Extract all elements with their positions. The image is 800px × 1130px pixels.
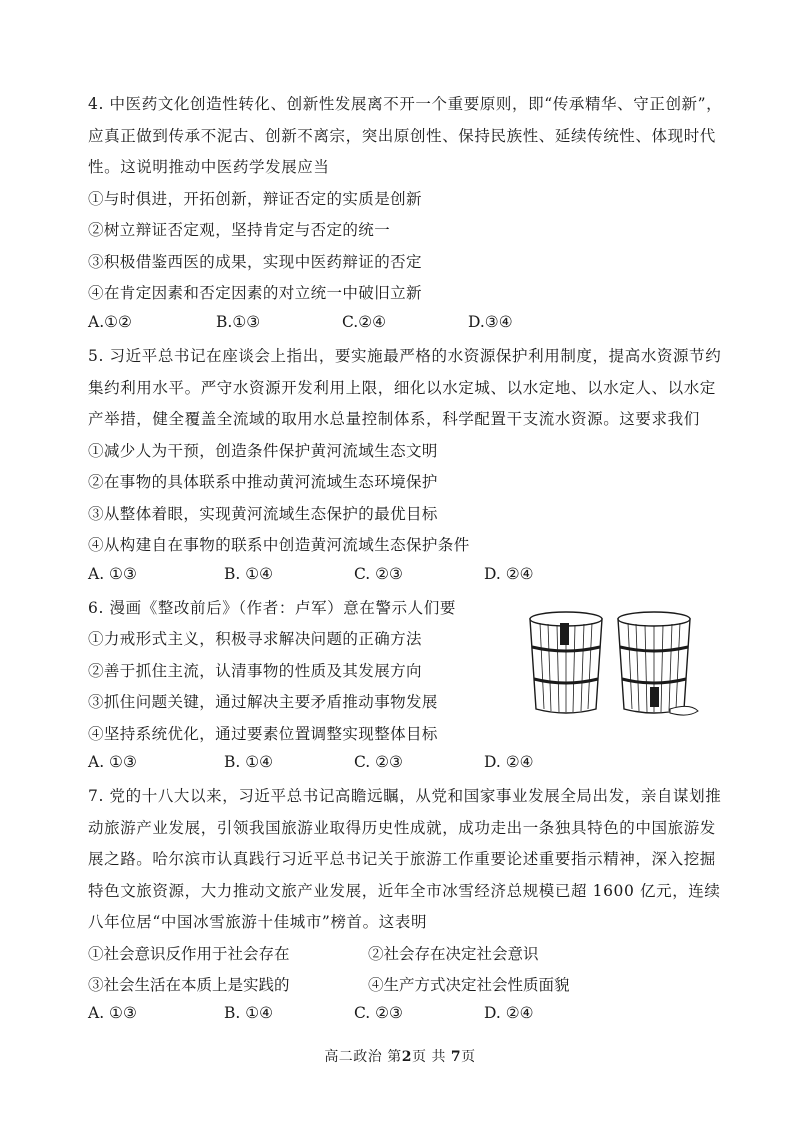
q4-option-b: B.①③ [216, 313, 261, 331]
q4-option-d: D.③④ [468, 313, 513, 331]
q6-item-2: ②善于抓住主流，认清事物的性质及其发展方向 [88, 662, 422, 680]
q7-stem-line-1: 7. 党的十八大以来，习近平总书记高瞻远瞩，从党和国家事业发展全局出发，亲自谋划推 [88, 787, 722, 805]
q7-stem-line-5: 八年位居“中国冰雪旅游十佳城市”榜首。这表明 [88, 913, 428, 931]
q7-stem-line-3: 展之路。哈尔滨市认真践行习近平总书记关于旅游工作重要论述重要指示精神，深入挖掘 [88, 850, 716, 868]
q4-stem-line-1: 4. 中医药文化创造性转化、创新性发展离不开一个重要原则，即“传承精华、守正创新”， [88, 95, 723, 113]
q6-option-a: A. ①③ [88, 753, 137, 771]
q7-item-1: ①社会意识反作用于社会存在 [88, 945, 290, 963]
footer-total-pages: 7 [450, 1049, 462, 1065]
q4-item-3: ③积极借鉴西医的成果，实现中医药辩证的否定 [88, 253, 422, 271]
q7-item-4: ④生产方式决定社会性质面貌 [368, 976, 570, 994]
footer-page-number: 2 [401, 1049, 413, 1065]
q5-option-a: A. ①③ [88, 565, 137, 583]
q6-option-d: D. ②④ [484, 753, 534, 771]
q6-option-c: C. ②③ [354, 753, 403, 771]
q6-item-1: ①力戒形式主义，积极寻求解决问题的正确方法 [88, 630, 422, 648]
q5-stem-line-3: 产举措，健全覆盖全流域的取用水总量控制体系，科学配置干支流水资源。这要求我们 [88, 410, 700, 428]
q7-option-c: C. ②③ [354, 1004, 403, 1022]
q7-option-a: A. ①③ [88, 1004, 137, 1022]
q4-stem-line-2: 应真正做到传承不泥古、创新不离宗，突出原创性、保持民族性、延续传统性、体现时代 [88, 127, 716, 145]
q4-option-c: C.②④ [342, 313, 387, 331]
q5-stem-line-1: 5. 习近平总书记在座谈会上指出，要实施最严格的水资源保护利用制度，提高水资源节约 [88, 347, 722, 365]
q7-stem-line-4: 特色文旅资源，大力推动文旅产业发展，近年全市冰雪经济总规模已超 1600 亿元，连续 [88, 882, 721, 900]
q4-item-2: ②树立辩证否定观，坚持肯定与否定的统一 [88, 221, 391, 239]
q6-item-4: ④坚持系统优化，通过要素位置调整实现整体目标 [88, 725, 438, 743]
q5-item-4: ④从构建自在事物的联系中创造黄河流域生态保护条件 [88, 536, 470, 554]
q5-stem-line-2: 集约利用水平。严守水资源开发利用上限，细化以水定城、以水定地、以水定人、以水定 [88, 379, 716, 397]
footer-middle: 页 共 [412, 1049, 446, 1065]
page-footer [0, 1046, 800, 1066]
q5-option-c: C. ②③ [354, 565, 403, 583]
barrel-left [530, 612, 602, 713]
footer-prefix: 高二政治 第 [324, 1049, 402, 1065]
q5-option-d: D. ②④ [484, 565, 534, 583]
q5-item-1: ①减少人为干预，创造条件保护黄河流域生态文明 [88, 442, 438, 460]
q6-stem: 6. 漫画《整改前后》（作者：卢军）意在警示人们要 [88, 599, 456, 617]
q7-item-2: ②社会存在决定社会意识 [368, 945, 539, 963]
q6-option-b: B. ①④ [224, 753, 274, 771]
q5-item-3: ③从整体着眼，实现黄河流域生态保护的最优目标 [88, 505, 438, 523]
barrel-right [618, 612, 698, 715]
q7-item-3: ③社会生活在本质上是实践的 [88, 976, 290, 994]
cartoon-barrels-image [520, 605, 700, 720]
footer-suffix: 页 [461, 1049, 476, 1065]
q4-item-4: ④在肯定因素和否定因素的对立统一中破旧立新 [88, 284, 422, 302]
q4-option-a: A.①② [88, 313, 132, 331]
q4-stem-line-3: 性。这说明推动中医药学发展应当 [88, 158, 330, 176]
q7-option-d: D. ②④ [484, 1004, 534, 1022]
q7-stem-line-2: 动旅游产业发展，引领我国旅游业取得历史性成就，成功走出一条独具特色的中国旅游发 [88, 819, 716, 837]
q7-option-b: B. ①④ [224, 1004, 274, 1022]
q5-option-b: B. ①④ [224, 565, 274, 583]
q4-item-1: ①与时俱进，开拓创新，辩证否定的实质是创新 [88, 190, 422, 208]
q6-item-3: ③抓住问题关键，通过解决主要矛盾推动事物发展 [88, 693, 438, 711]
q5-item-2: ②在事物的具体联系中推动黄河流域生态环境保护 [88, 473, 438, 491]
